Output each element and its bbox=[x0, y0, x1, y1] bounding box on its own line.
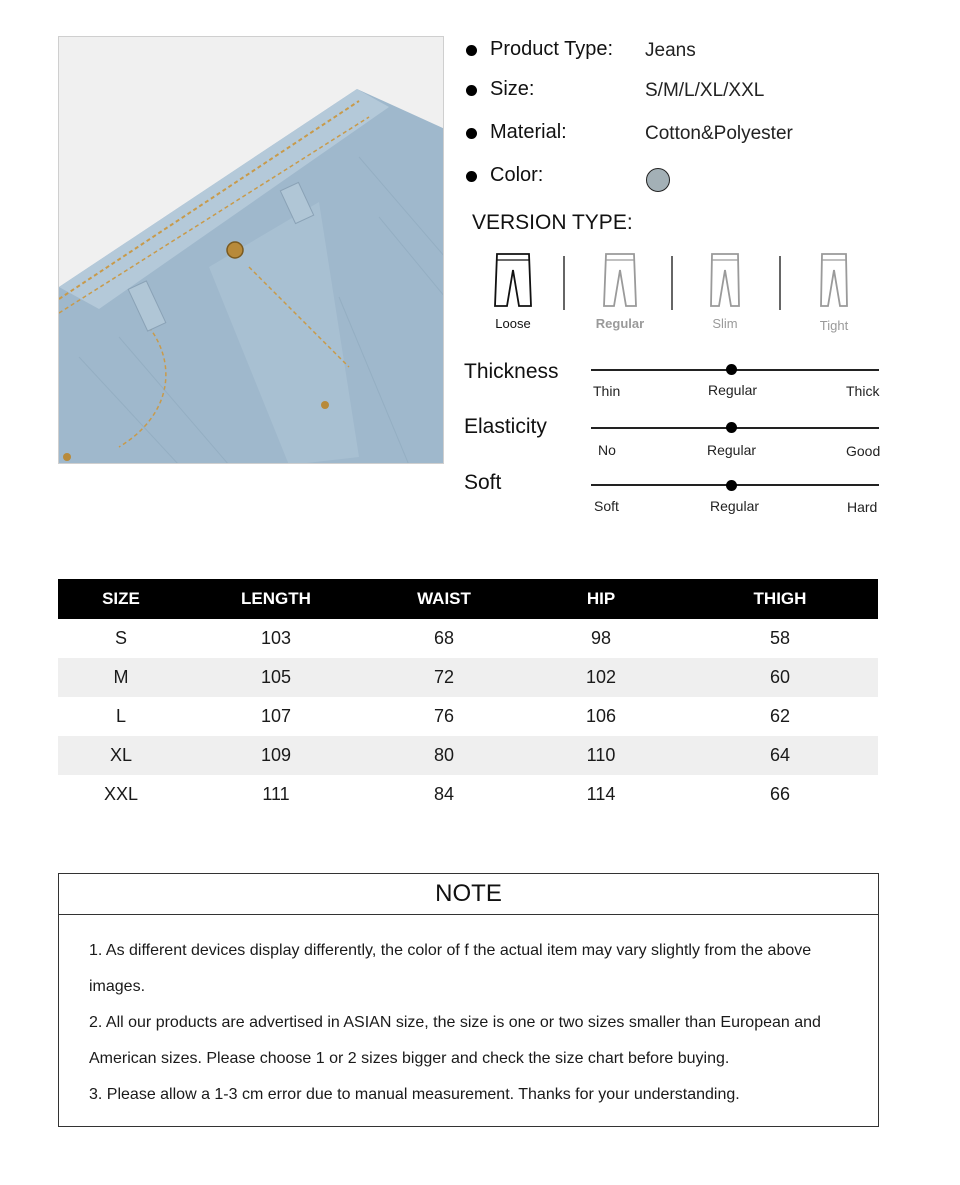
table-cell: 106 bbox=[585, 706, 617, 726]
bullet-icon bbox=[466, 85, 477, 96]
pants-icon bbox=[493, 252, 533, 308]
spec-label: Color: bbox=[490, 164, 544, 186]
bullet-icon bbox=[466, 128, 477, 139]
spec-label: Size: bbox=[490, 78, 535, 100]
product-photo bbox=[58, 36, 444, 464]
divider bbox=[671, 256, 673, 310]
scale-left-label: Soft bbox=[594, 498, 619, 514]
table-cell: 66 bbox=[769, 784, 791, 804]
column-header: HIP bbox=[520, 579, 682, 619]
version-option-tight bbox=[802, 252, 866, 333]
scale-right-label: Thick bbox=[846, 383, 880, 399]
jeans-illustration bbox=[59, 37, 444, 464]
table-cell: 105 bbox=[184, 658, 368, 697]
scale-left-label: No bbox=[598, 442, 616, 458]
size-chart-table bbox=[58, 579, 878, 814]
column-header: SIZE bbox=[58, 579, 184, 619]
spec-value-product-type: Jeans bbox=[645, 40, 696, 61]
spec-value-size: S/M/L/XL/XXL bbox=[645, 80, 765, 101]
table-cell: 107 bbox=[260, 706, 292, 726]
table-cell: 64 bbox=[682, 736, 878, 775]
table-cell: 111 bbox=[262, 784, 290, 804]
version-option-loose bbox=[481, 252, 545, 331]
spec-label: Material: bbox=[490, 121, 567, 143]
table-cell: 62 bbox=[769, 706, 791, 726]
table-header-row bbox=[58, 579, 878, 619]
table-cell: 102 bbox=[520, 658, 682, 697]
table-cell: 58 bbox=[769, 628, 791, 648]
color-swatch bbox=[646, 168, 670, 192]
note-line: 1. As different devices display differently, the color of f the actual item may vary slightly from the above bbox=[89, 942, 812, 959]
version-label: Slim bbox=[712, 316, 738, 331]
table-cell: 114 bbox=[586, 784, 616, 804]
scale-name-thickness: Thickness bbox=[464, 360, 559, 383]
table-row bbox=[58, 736, 878, 775]
version-option-regular bbox=[588, 252, 652, 331]
table-cell: 98 bbox=[590, 628, 612, 648]
table-cell: S bbox=[114, 628, 127, 648]
pants-icon bbox=[814, 252, 854, 308]
divider bbox=[779, 256, 781, 310]
note-line: 3. Please allow a 1-3 cm error due to manual measurement. Thanks for your understanding. bbox=[89, 1086, 740, 1103]
scale-mid-label: Regular bbox=[710, 498, 760, 514]
pants-icon bbox=[600, 252, 640, 308]
scale-marker-soft bbox=[726, 480, 737, 491]
version-label: Tight bbox=[819, 318, 849, 333]
table-cell: 84 bbox=[433, 784, 455, 804]
table-cell: 72 bbox=[368, 658, 520, 697]
table-cell: 60 bbox=[682, 658, 878, 697]
scale-name-soft: Soft bbox=[464, 471, 502, 494]
column-header: WAIST bbox=[368, 579, 520, 619]
note-line: 2. All our products are advertised in ASIAN size, the size is one or two sizes smaller than European and bbox=[89, 1014, 821, 1031]
table-cell: 103 bbox=[260, 628, 292, 648]
table-cell: 68 bbox=[433, 628, 455, 648]
table-cell: 80 bbox=[368, 736, 520, 775]
scale-left-label: Thin bbox=[593, 383, 621, 399]
column-header: LENGTH bbox=[184, 579, 368, 619]
scale-marker-thickness bbox=[726, 364, 737, 375]
spec-value-material: Cotton&Polyester bbox=[645, 123, 793, 144]
note-line: images. bbox=[89, 978, 146, 995]
column-header: THIGH bbox=[682, 579, 878, 619]
table-cell: 76 bbox=[433, 706, 455, 726]
scale-mid-label: Regular bbox=[708, 382, 758, 398]
note-box bbox=[58, 873, 879, 1127]
version-type-title: VERSION TYPE: bbox=[472, 211, 633, 234]
version-label: Regular bbox=[595, 316, 645, 331]
table-row bbox=[58, 697, 878, 736]
table-row bbox=[58, 619, 878, 658]
divider bbox=[563, 256, 565, 310]
version-option-slim bbox=[693, 252, 757, 331]
bullet-icon bbox=[466, 171, 477, 182]
scale-marker-elasticity bbox=[726, 422, 737, 433]
note-title: NOTE bbox=[59, 874, 878, 915]
table-cell: M bbox=[58, 658, 184, 697]
version-label: Loose bbox=[495, 316, 531, 331]
table-cell: 110 bbox=[520, 736, 682, 775]
scale-right-label: Good bbox=[846, 443, 881, 459]
bullet-icon bbox=[466, 45, 477, 56]
table-cell: 109 bbox=[184, 736, 368, 775]
note-body bbox=[59, 915, 878, 1113]
scale-mid-label: Regular bbox=[707, 442, 757, 458]
pants-icon bbox=[705, 252, 745, 308]
table-cell: XXL bbox=[103, 784, 139, 804]
table-cell: L bbox=[115, 706, 126, 726]
table-cell: XL bbox=[58, 736, 184, 775]
table-row bbox=[58, 658, 878, 697]
spec-label: Product Type: bbox=[490, 38, 614, 60]
scale-right-label: Hard bbox=[847, 499, 878, 515]
note-line: American sizes. Please choose 1 or 2 sizes bigger and check the size chart before buying. bbox=[89, 1050, 730, 1067]
table-row bbox=[58, 775, 878, 814]
scale-name-elasticity: Elasticity bbox=[464, 415, 547, 438]
